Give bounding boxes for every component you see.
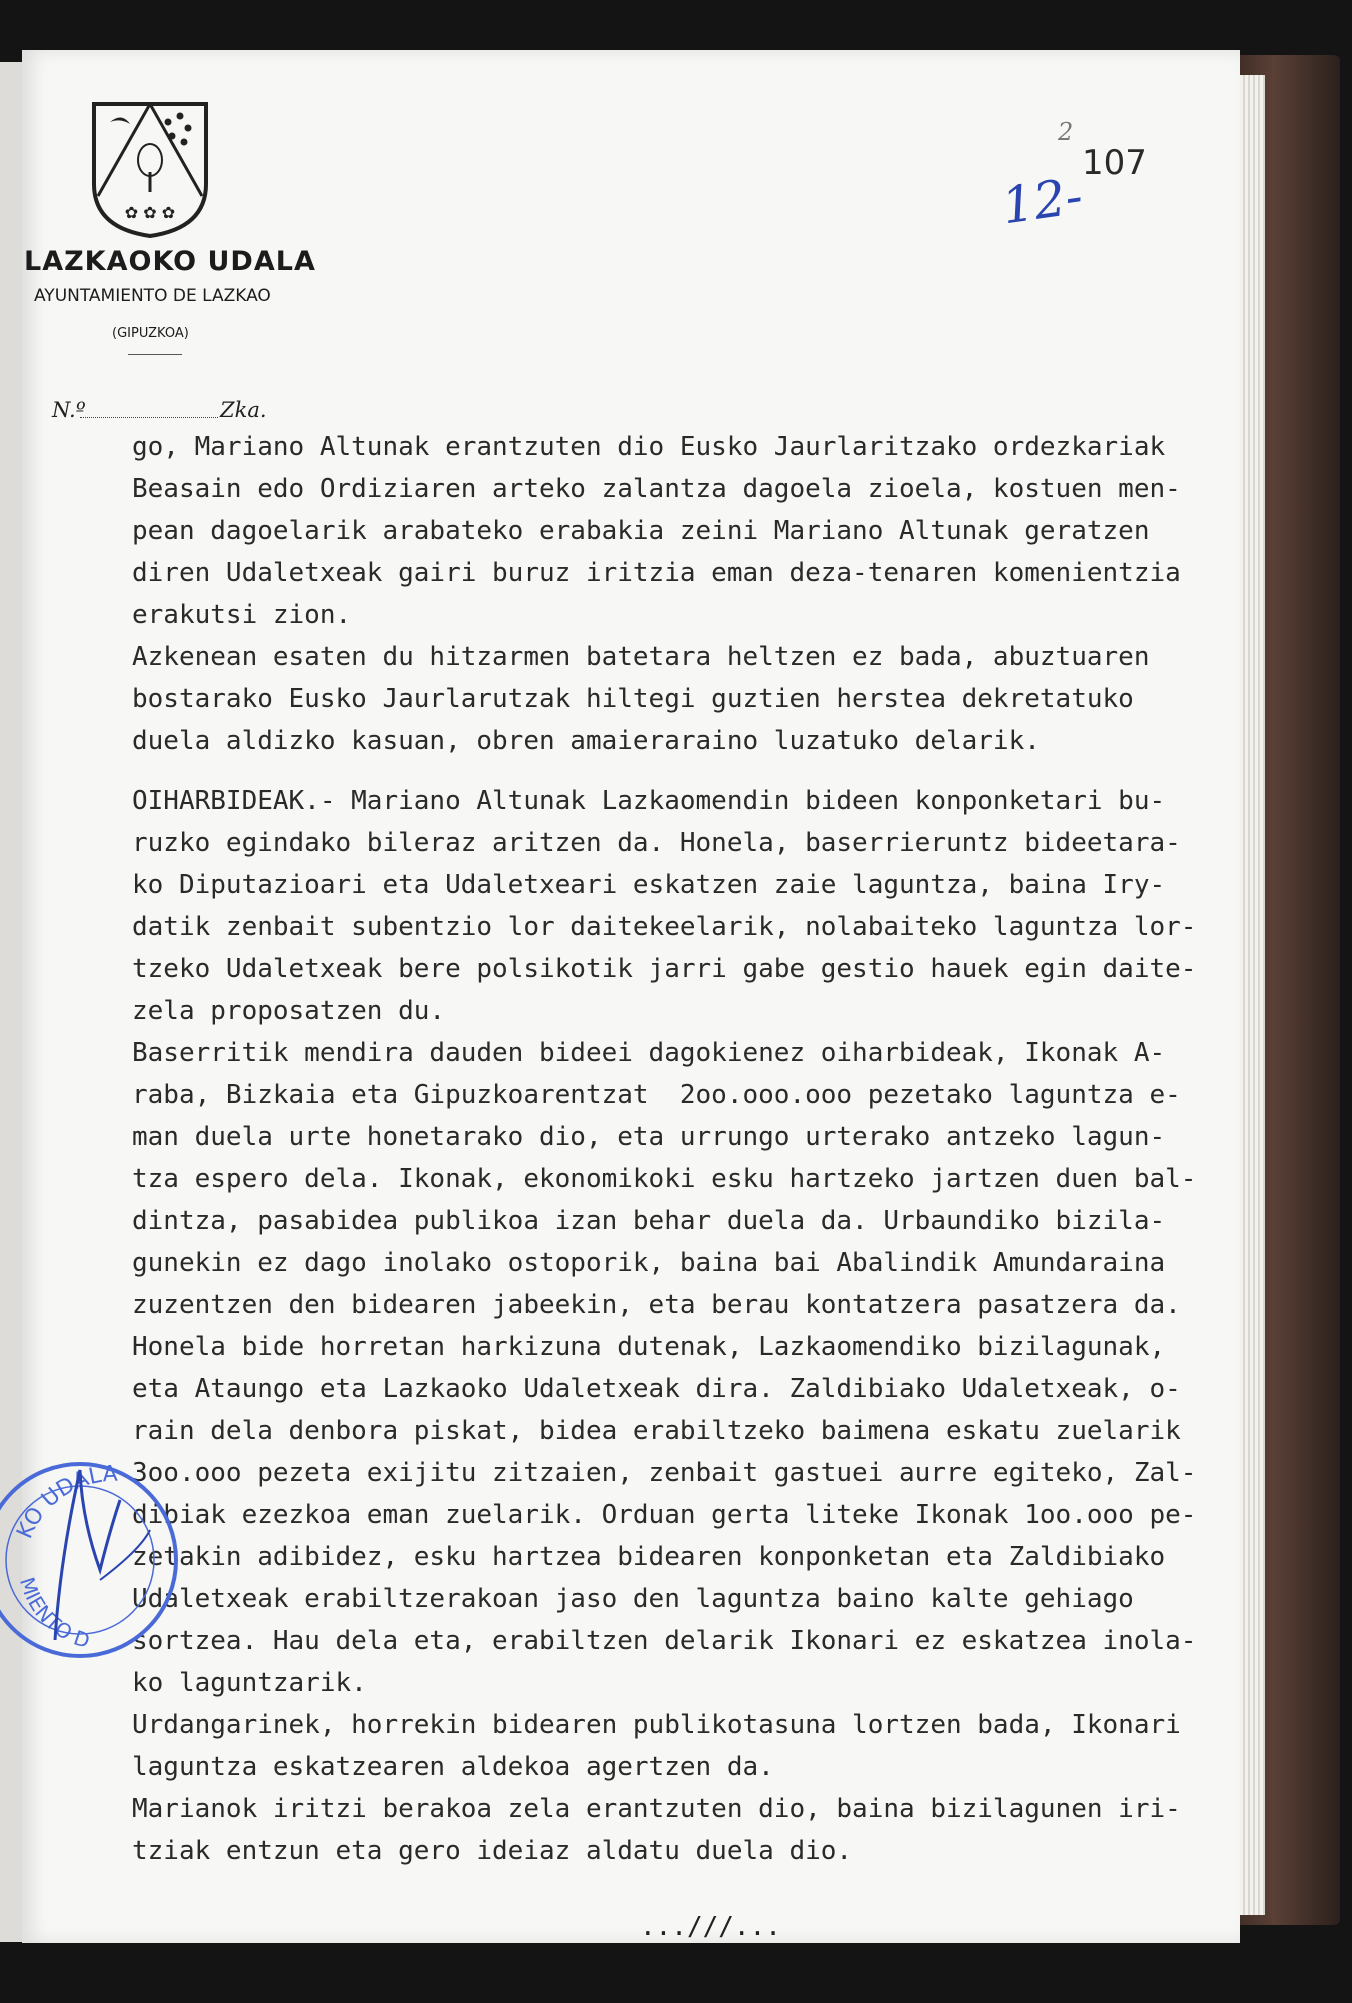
- text-line: Azkenean esaten du hitzarmen batetara heltzen ez bada, abuztuaren: [132, 642, 1150, 672]
- svg-text:KO UDALA: [12, 1462, 118, 1543]
- text-line: pean dagoelarik arabateko erabakia zeini Mariano Altunak geratzen: [132, 516, 1150, 546]
- text-line: Baserritik mendira dauden bideei dagokienez oiharbideak, Ikonak A-: [132, 1038, 1166, 1068]
- text-line: tza espero dela. Ikonak, ekonomikoki esku hartzeko jartzen duen bal-: [132, 1164, 1197, 1194]
- text-line: zuzentzen den bidearen jabeekin, eta berau kontatzera pasatzera da.: [132, 1290, 1181, 1320]
- handwritten-page-number: 12-: [998, 166, 1087, 236]
- text-line: eta Ataungo eta Lazkaoko Udaletxeak dira. Zaldibiako Udaletxeak, o-: [132, 1374, 1181, 1404]
- text-line: man duela urte honetarako dio, eta urrungo urterako antzeko lagun-: [132, 1122, 1166, 1152]
- paragraph-gap: [132, 762, 1212, 780]
- text-line: ruzko egindako bileraz aritzen da. Honela, baserrieruntz bideetara-: [132, 828, 1181, 858]
- text-line: datik zenbait subentzio lor daitekeelarik, nolabaiteko laguntza lor-: [132, 912, 1197, 942]
- number-dotted-line: [80, 417, 218, 418]
- text-line: tziak entzun eta gero ideiaz aldatu duela dio.: [132, 1836, 853, 1866]
- text-line: OIHARBIDEAK.- Mariano Altunak Lazkaomendin bideen konponketari bu-: [132, 786, 1166, 816]
- text-line: Urdangarinek, horrekin bidearen publikotasuna lortzen bada, Ikonari: [132, 1710, 1181, 1740]
- text-line: raba, Bizkaia eta Gipuzkoarentzat 2oo.ooo.ooo pezetako laguntza e-: [132, 1080, 1181, 1110]
- text-line: dintza, pasabidea publikoa izan behar duela da. Urbaundiko bizila-: [132, 1206, 1166, 1236]
- text-line: tzeko Udaletxeak bere polsikotik jarri gabe gestio hauek egin daite-: [132, 954, 1197, 984]
- text-line: rain dela denbora piskat, bidea erabiltzeko baimena eskatu zuelarik: [132, 1416, 1181, 1446]
- svg-text:✿ ✿ ✿: ✿ ✿ ✿: [124, 203, 176, 222]
- stamp-top-text: KO UDALA: [12, 1461, 119, 1543]
- text-line: bostarako Eusko Jaurlarutzak hiltegi guztien herstea dekretatuko: [132, 684, 1134, 714]
- minutes-body: [132, 426, 1212, 1872]
- text-line: 3oo.ooo pezeta exijitu zitzaien, zenbait gastuei aurre egiteko, Zal-: [132, 1458, 1197, 1488]
- text-line: Beasain edo Ordiziaren arteko zalantza dagoela zioela, kostuen men-: [132, 474, 1181, 504]
- text-line: Honela bide horretan harkizuna dutenak, Lazkaomendiko bizilagunak,: [132, 1332, 1166, 1362]
- text-line: erakutsi zion.: [132, 600, 352, 630]
- zka-label: Zka.: [220, 398, 267, 422]
- organization-province: (GIPUZKOA): [112, 326, 189, 341]
- text-line: laguntza eskatzearen aldekoa agertzen da.: [132, 1752, 774, 1782]
- continuation-mark: ...///...: [640, 1912, 781, 1942]
- text-line: ko laguntzarik.: [132, 1668, 367, 1698]
- header-divider: [128, 354, 182, 355]
- text-line: sortzea. Hau dela eta, erabiltzen delarik Ikonari ez eskatzea inola-: [132, 1626, 1197, 1656]
- text-line: diren Udaletxeak gairi buruz iritzia eman deza-tenaren komenientzia: [132, 558, 1181, 588]
- text-line: ko Diputazioari eta Udaletxeari eskatzen zaie laguntza, baina Iry-: [132, 870, 1166, 900]
- stamp-bottom-text: MIENTO D: [14, 1574, 93, 1654]
- text-line: zela proposatzen du.: [132, 996, 446, 1026]
- number-label: N.º: [52, 398, 86, 422]
- pencil-page-mark: 2: [1058, 118, 1074, 146]
- organization-subtitle: AYUNTAMIENTO DE LAZKAO: [34, 286, 271, 306]
- text-line: zetakin adibidez, esku hartzea bidearen konponketan eta Zaldibiako: [132, 1542, 1166, 1572]
- text-line: dibiak ezezkoa eman zuelarik. Orduan gerta liteke Ikonak 1oo.ooo pe-: [132, 1500, 1197, 1530]
- organization-name: LAZKAOKO UDALA: [24, 246, 316, 277]
- text-line: Udaletxeak erabiltzerakoan jaso den laguntza baino kalte gehiago: [132, 1584, 1134, 1614]
- folio-number: 107: [1082, 143, 1147, 183]
- text-line: go, Mariano Altunak erantzuten dio Eusko Jaurlaritzako ordezkariak: [132, 432, 1166, 462]
- coat-of-arms-icon: [90, 100, 210, 240]
- text-line: gunekin ez dago inolako ostoporik, baina bai Abalindik Amundaraina: [132, 1248, 1166, 1278]
- text-line: Marianok iritzi berakoa zela erantzuten dio, baina bizilagunen iri-: [132, 1794, 1181, 1824]
- official-stamp-icon: [0, 1410, 180, 1670]
- text-line: duela aldizko kasuan, obren amaieraraino luzatuko delarik.: [132, 726, 1040, 756]
